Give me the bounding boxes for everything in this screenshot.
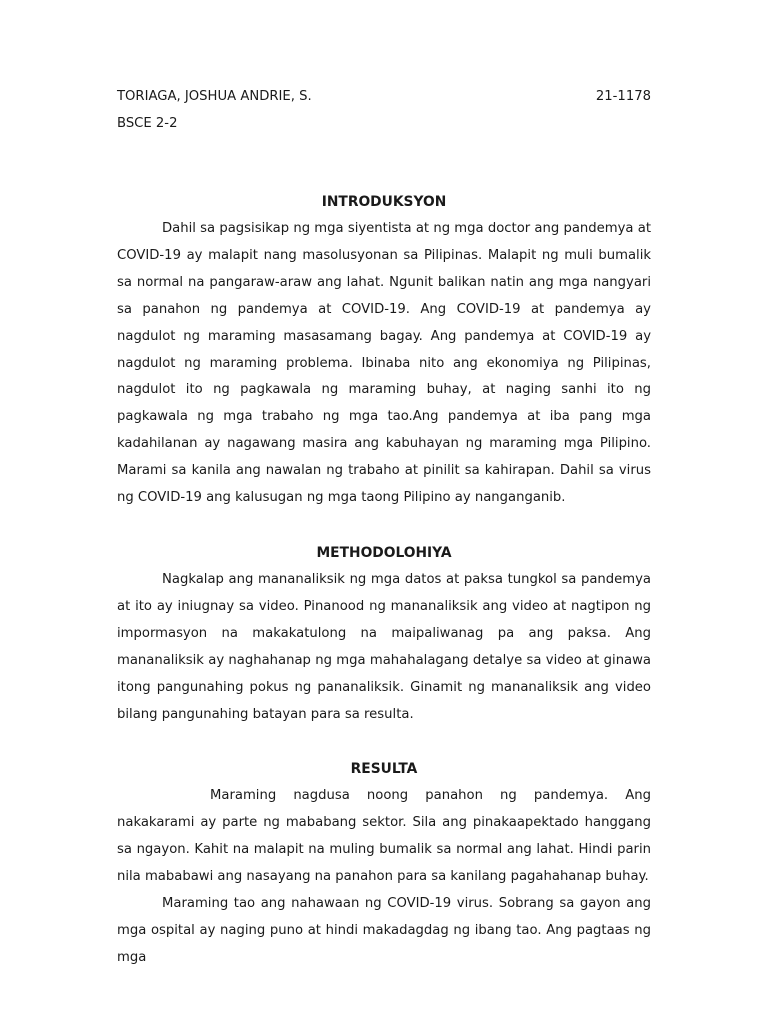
class-section: BSCE 2-2 — [117, 116, 178, 131]
resulta-paragraph-2: Maraming tao ang nahawaan ng COVID-19 virus. Sobrang sa gayon ang mga ospital ay naging puno at hindi makadagdag ng ibang tao. Ang pagtaas ng mga — [117, 896, 651, 965]
methodolohiya-paragraph: Nagkalap ang mananaliksik ng mga datos at paksa tungkol sa pandemya at ito ay iniugnay sa video. Pinanood ng mananaliksik ang video at nagtipon ng impormasyon na makakatulong na maipaliwanag pa ang paksa. Ang mananaliksik ay naghahanap ng mga mahahalagang detalye sa video at ginawa itong pangunahing pokus ng pananaliksik. Ginamit ng mananaliksik ang video bilang pangunahing batayan para sa resulta. — [117, 571, 651, 722]
methodolohiya-heading: METHODOLOHIYA — [316, 544, 452, 561]
introduksyon-heading: INTRODUKSYON — [321, 194, 447, 210]
resulta-paragraph-1: Maraming nagdusa noong panahon ng pandemya. Ang nakakarami ay parte ng mababang sektor. Sila ang pinakaapektado hanggang sa ngayon. Kahit na malapit na muling bumalik sa normal ang lahat. Hindi parin nila mababawi ang nasayang na panahon para sa kanilang pagahahanap buhay. — [117, 788, 651, 885]
introduksyon-paragraph: Dahil sa pagsisikap ng mga siyentista at ng mga doctor ang pandemya at COVID-19 ay malapit nang masolusyonan sa Pilipinas. Malapit ng muli bumalik sa normal na pangaraw-araw ang lahat. Ngunit balikan natin ang mga nangyari sa panahon ng pandemya at COVID-19. Ang COVID-19 at pandemya ay nagdulot ng maraming masasamang bagay. Ang pandemya at COVID-19 ay nagdulot ng maraming problema. Ibinaba nito ang ekonomiya ng Pilipinas, nagdulot ito ng pagkawala ng maraming buhay, at naging sanhi ito ng pagkawala ng mga trabaho ng mga tao.Ang pandemya at iba pang mga kadahilanan ay nagawang masira ang kabuhayan ng maraming mga Pilipino. Marami sa kanila ang nawalan ng trabaho at pinilit sa kahirapan. Dahil sa virus ng COVID-19 ang kalusugan ng mga taong Pilipino ay nanganganib. — [117, 221, 651, 506]
student-id: 21-1178 — [595, 89, 651, 104]
resulta-heading: RESULTA — [350, 761, 418, 778]
author-name: TORIAGA, JOSHUA ANDRIE, S. — [117, 89, 312, 104]
author-header — [117, 89, 651, 105]
